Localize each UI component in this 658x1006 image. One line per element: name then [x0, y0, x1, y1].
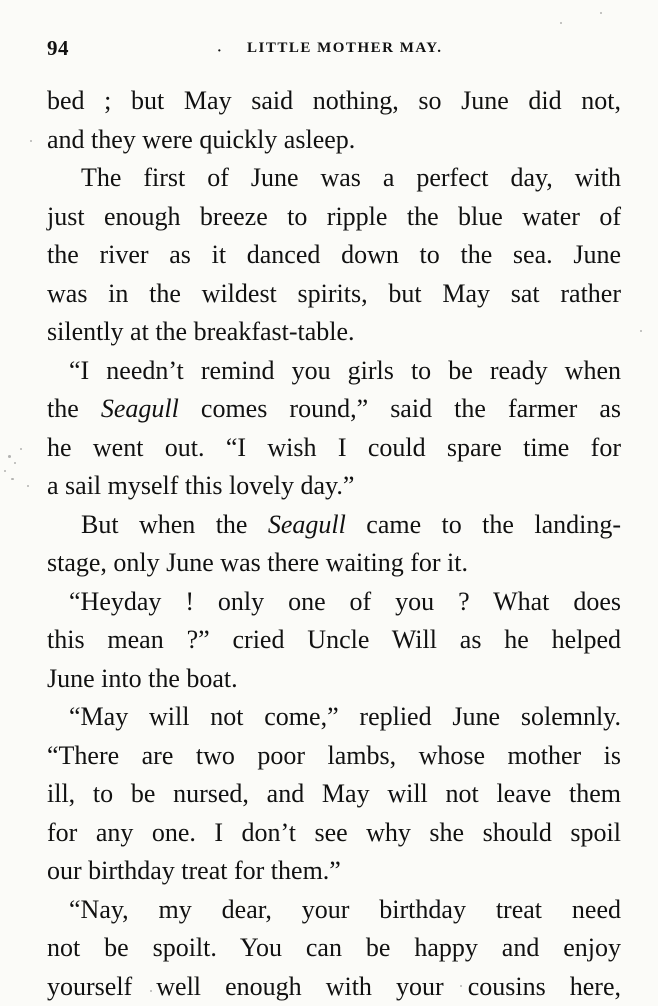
speckle	[20, 448, 22, 450]
text-line: The first of June was a perfect day, with	[47, 159, 621, 198]
text-line: for any one. I don’t see why she should spoil	[47, 814, 621, 853]
text-line: our birthday treat for them.”	[47, 852, 621, 891]
speckle	[8, 455, 11, 458]
text-line: the Seagull comes round,” said the farmer as	[47, 390, 621, 429]
speckle	[27, 485, 29, 487]
text-line: But when the Seagull came to the landing-	[47, 506, 621, 545]
text-line: “Nay, my dear, your birthday treat need	[47, 891, 621, 930]
speckle	[560, 22, 562, 24]
page-number: 94	[47, 36, 69, 61]
text-line: June into the boat.	[47, 660, 621, 699]
running-title: LITTLE MOTHER MAY.	[247, 40, 443, 57]
speckle	[4, 470, 6, 472]
text-line: a sail myself this lovely day.”	[47, 467, 621, 506]
speckle	[600, 12, 602, 14]
text-line: yourself well enough with your cousins here,	[47, 968, 621, 1006]
speckle	[30, 140, 32, 142]
page-header	[47, 36, 617, 64]
text-line: “Heyday ! only one of you ? What does	[47, 583, 621, 622]
text-line: stage, only June was there waiting for it.	[47, 544, 621, 583]
speckle	[11, 478, 14, 480]
text-line: silently at the breakfast-table.	[47, 313, 621, 352]
text-line: “May will not come,” replied June solemnly.	[47, 698, 621, 737]
text-line: not be spoilt. You can be happy and enjoy	[47, 929, 621, 968]
text-line: he went out. “I wish I could spare time for	[47, 429, 621, 468]
text-line: the river as it danced down to the sea. June	[47, 236, 621, 275]
text-line: and they were quickly asleep.	[47, 121, 621, 160]
speckle	[640, 330, 642, 332]
header-ornament-dot: ·	[217, 44, 222, 60]
text-line: ill, to be nursed, and May will not leave them	[47, 775, 621, 814]
text-line: “I needn’t remind you girls to be ready when	[47, 352, 621, 391]
text-line: bed ; but May said nothing, so June did not,	[47, 82, 621, 121]
text-line: “There are two poor lambs, whose mother is	[47, 737, 621, 776]
body-text	[47, 82, 621, 1006]
text-line: just enough breeze to ripple the blue water of	[47, 198, 621, 237]
text-line: was in the wildest spirits, but May sat rather	[47, 275, 621, 314]
text-line: this mean ?” cried Uncle Will as he helped	[47, 621, 621, 660]
ship-name: Seagull	[268, 510, 346, 539]
speckle	[14, 462, 16, 464]
ship-name: Seagull	[101, 394, 179, 423]
